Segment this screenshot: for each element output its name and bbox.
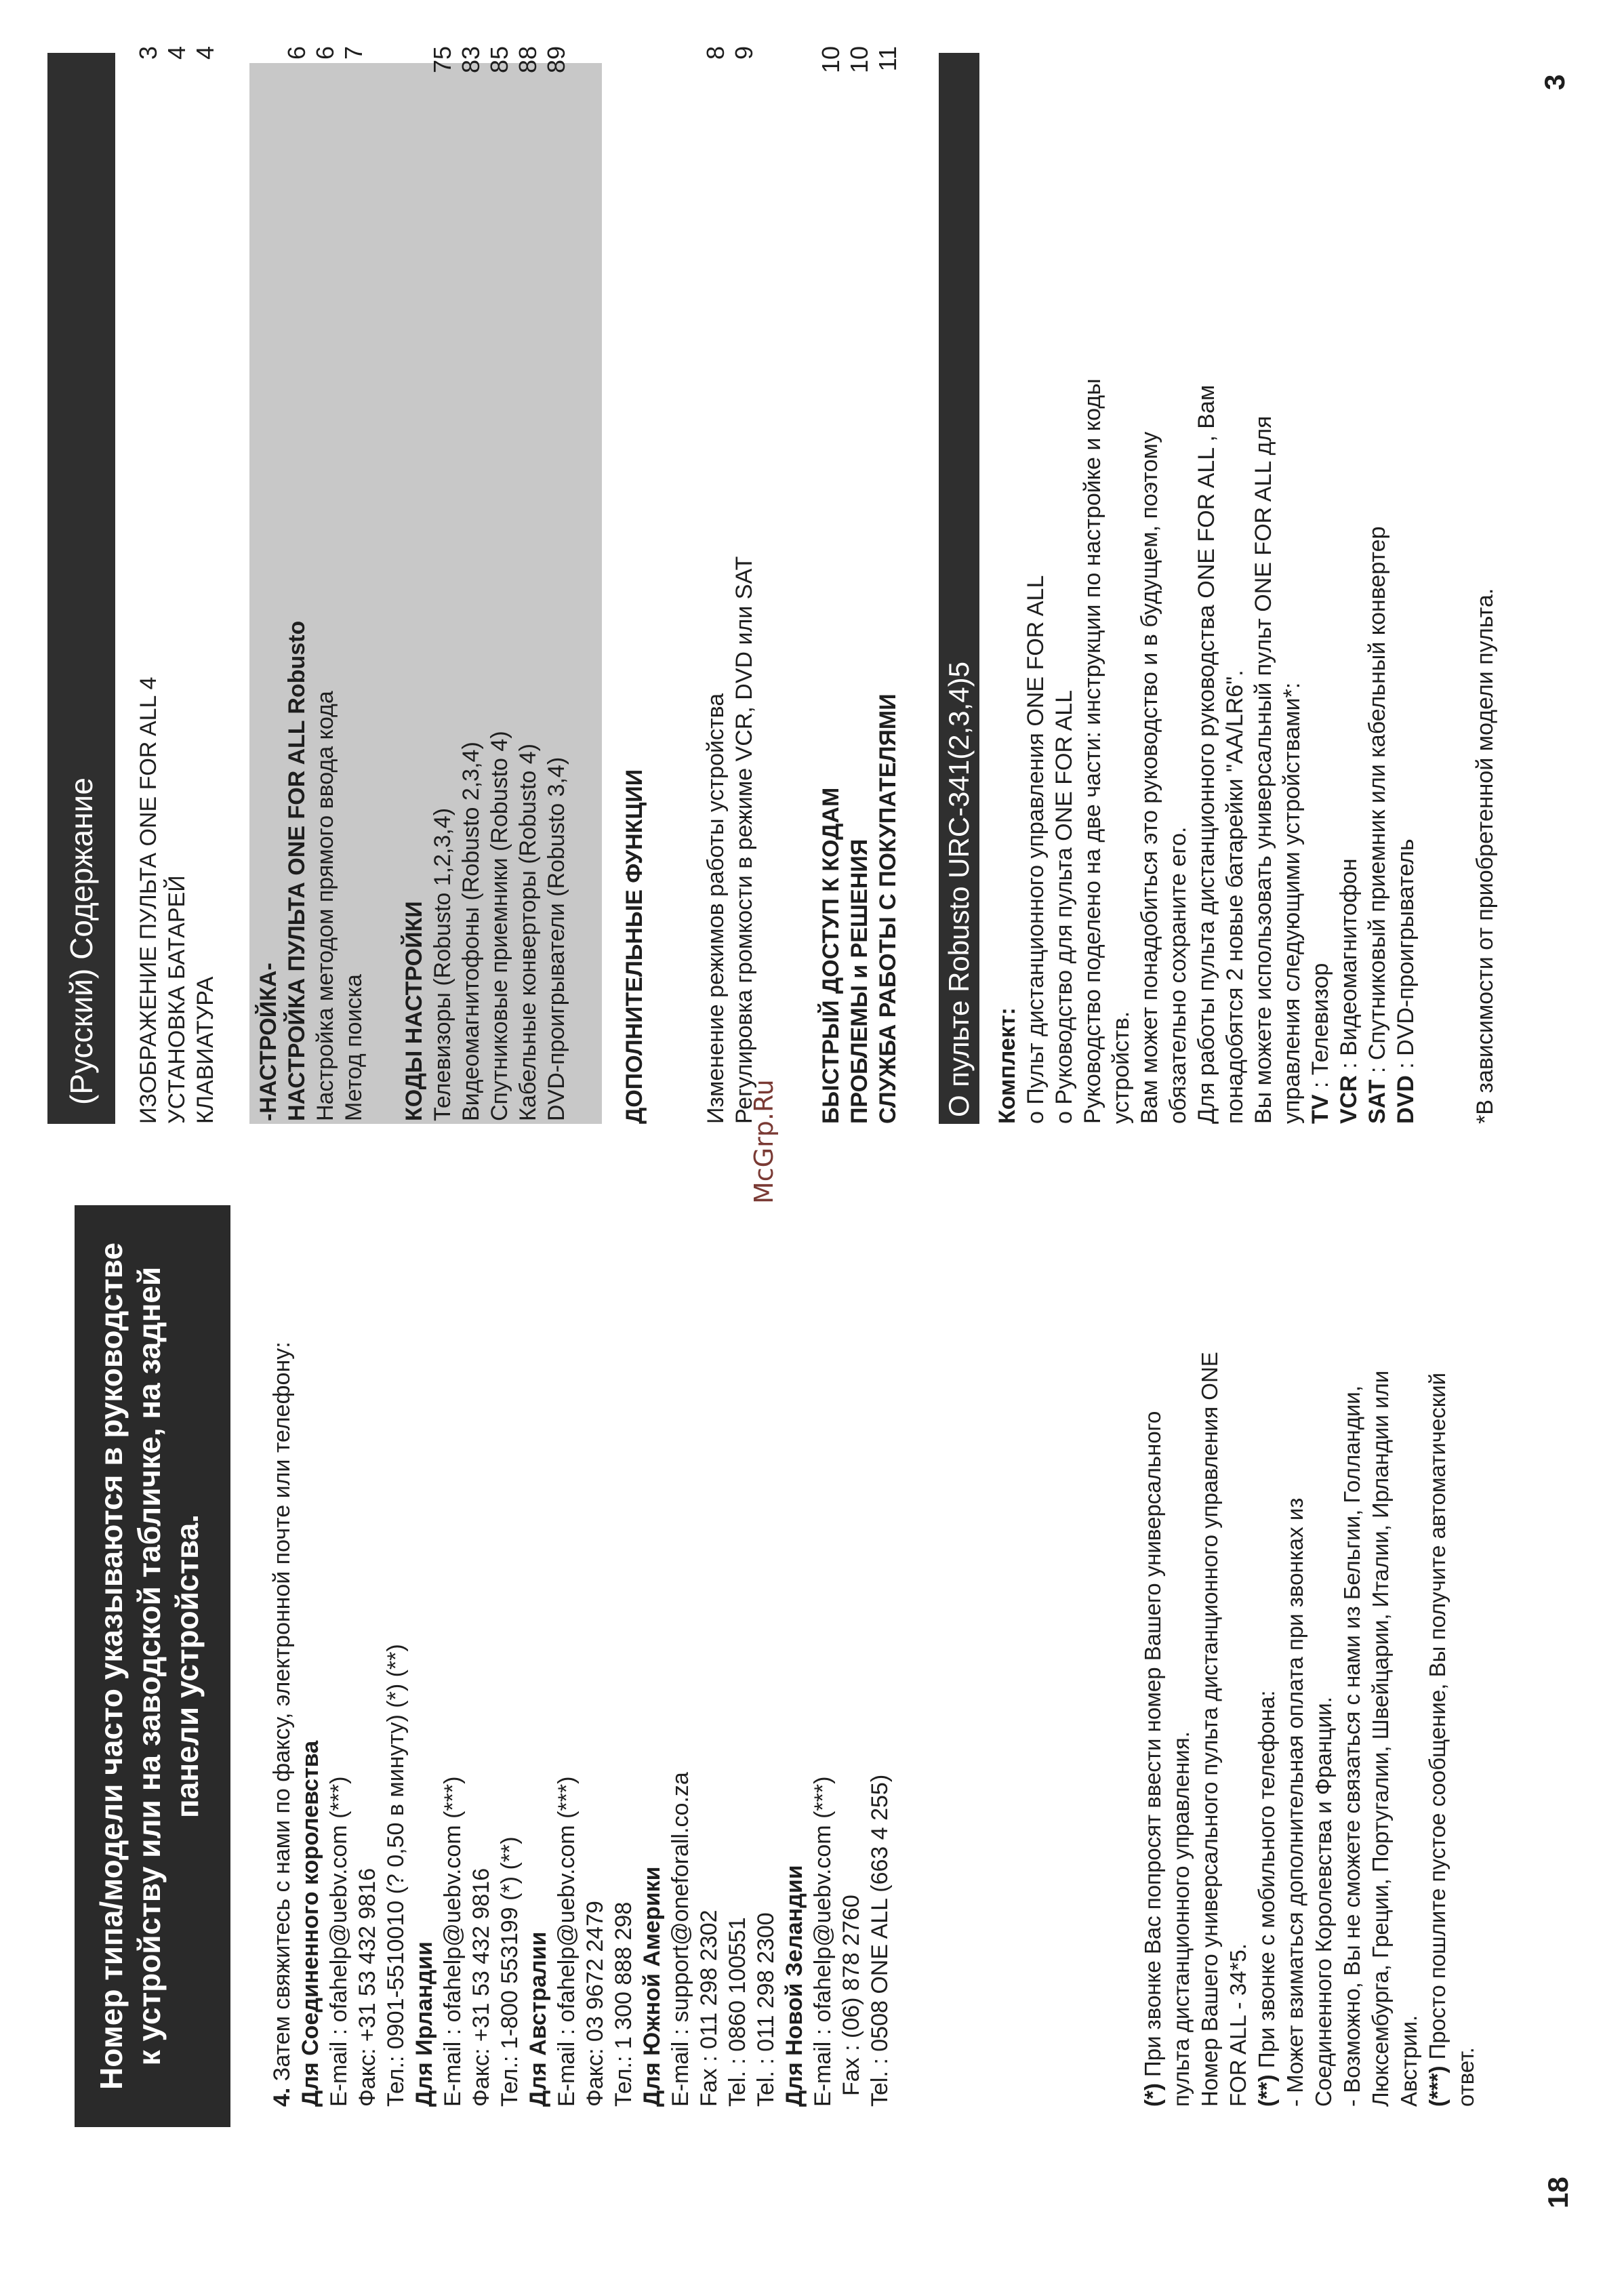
- footnote-text: При звонке Вас попросят ввести номер Вашего универсального: [1140, 1411, 1165, 2084]
- toc-page-number: 9: [730, 46, 758, 60]
- model-footnote: *В зависимости от приобретенной модели пульта.: [1472, 588, 1498, 1124]
- toc-item: Видеомагнитофоны (Robusto 2,3,4): [458, 742, 484, 1121]
- device-desc: : DVD-проигрыватель: [1393, 839, 1419, 1076]
- left-page: [0, 1165, 1624, 2283]
- kit-line: Вы можете использовать универсальный пульт ONE FOR ALL для: [1251, 416, 1276, 1124]
- toc-page-number: 83: [457, 46, 485, 74]
- contact-line: E-mail : support@oneforall.co.za: [668, 1772, 693, 2107]
- toc-item: ПРОБЛЕМЫ и РЕШЕНИЯ: [847, 839, 872, 1124]
- contact-line: Факс: +31 53 432 9816: [468, 1867, 494, 2107]
- banner-line: к устройству или на заводской табличке, на задней: [131, 1266, 167, 2066]
- footnote-mark: (***): [1425, 2065, 1450, 2107]
- footnote-line: [1139, 1352, 1167, 2107]
- toc-page-number: 11: [874, 46, 901, 72]
- contact-line: Fax : 011 298 2302: [696, 1910, 722, 2107]
- footnote-line: FOR ALL - 34*5.: [1225, 1943, 1251, 2107]
- contact-line: E-mail : ofahelp@uebv.com (***): [554, 1776, 580, 2107]
- contact-line: Tel. : 0860 100551: [725, 1917, 750, 2107]
- toc-item: Настройка методом прямого ввода кода: [312, 691, 338, 1121]
- footnote-line: Люксембурга, Греции, Португалии, Швейцарии, Италии, Ирландии или: [1368, 1370, 1393, 2107]
- toc-page-number: 3: [134, 46, 162, 60]
- footnote-text: При звонке с мобильного телефона:: [1254, 1690, 1279, 2075]
- page-number-left: 18: [1542, 2177, 1574, 2208]
- banner-line: панели устройства.: [169, 1514, 205, 1819]
- banner-line: Номер типа/модели часто указываются в руководстве: [94, 1242, 129, 2090]
- step4-line: [268, 1341, 296, 2107]
- toc-page-number: 6: [311, 46, 339, 60]
- device-desc: : Видеомагнитофон: [1336, 858, 1362, 1076]
- setup-heading: -НАСТРОЙКА-: [256, 963, 281, 1121]
- contact-line: Факс: +31 53 432 9816: [354, 1867, 380, 2107]
- contact-line: E-mail : ofahelp@uebv.com (***): [440, 1776, 466, 2107]
- toc-item: Кабельные конверторы (Robusto 4): [515, 744, 541, 1121]
- contact-line: E-mail : ofahelp@uebv.com (***): [326, 1776, 352, 2107]
- footnote-line: - Может взиматься дополнительная оплата при звонках из: [1282, 1497, 1307, 2107]
- device-code: TV: [1307, 1094, 1333, 1124]
- kit-line: управления следующими устройствами*:: [1279, 682, 1305, 1124]
- footnote-line: Австрии.: [1396, 2015, 1421, 2107]
- toc-item: Изменение режимов работы устройства: [703, 693, 729, 1124]
- toc-page-number: 10: [817, 46, 845, 74]
- device-code: VCR: [1336, 1075, 1362, 1124]
- kit-line: понадобятся 2 новые батарейки "AA/LR6".: [1222, 670, 1248, 1124]
- footnote-text: Просто пошлите пустое сообщение, Вы получите автоматический: [1425, 1372, 1450, 2066]
- toc-item: БЫСТРЫЙ ДОСТУП К КОДАМ: [818, 787, 844, 1124]
- model-number-banner: [75, 1205, 230, 2127]
- contents-title-bar: (Русский) Содержание: [47, 53, 115, 1124]
- toc-page-number: 10: [845, 46, 873, 74]
- toc-item: Регулировка громкости в режиме VCR, DVD или SAT: [731, 556, 757, 1124]
- country-heading: Для Южной Америки: [639, 1866, 665, 2107]
- toc-page-number: 6: [283, 46, 310, 60]
- watermark: McGrp.Ru: [749, 1079, 779, 1204]
- kit-line: Для работы пульта дистанционного руководства ONE FOR ALL , Вам: [1194, 384, 1219, 1124]
- toc-item: КЛАВИАТУРА: [192, 976, 218, 1124]
- step-number: 4.: [269, 2087, 295, 2107]
- contact-line: Fax : (06) 878 2760: [838, 1895, 864, 2096]
- toc-page-number: 8: [702, 46, 729, 60]
- device-line: [1392, 378, 1420, 1124]
- about-section: [993, 378, 1420, 1124]
- footnote-mark: (*): [1140, 2083, 1165, 2107]
- kit-line: Руководство поделено на две части: инструкции по настройке и коды: [1080, 378, 1105, 1124]
- toc-item: Телевизоры (Robusto 1,2,3,4): [430, 807, 455, 1121]
- footnote-line: Соединенного Королевства и Франции.: [1311, 1697, 1336, 2107]
- contact-line: Тел.: 0901-5510010 (? 0,50 в минуту) (*) (**): [383, 1644, 409, 2107]
- footnote-line: [1253, 1352, 1281, 2107]
- toc-page-number: 75: [428, 46, 456, 74]
- device-code: SAT: [1364, 1079, 1390, 1124]
- footnote-line: пульта дистанционного управления.: [1169, 1731, 1194, 2107]
- toc-page-number: 88: [514, 46, 542, 74]
- toc-page-number: 4: [163, 46, 190, 60]
- toc-page-number: 7: [340, 46, 367, 60]
- page-number-right: 3: [1539, 74, 1570, 90]
- device-desc: : Спутниковый приемник или кабельный конвертер: [1364, 526, 1390, 1080]
- device-code: DVD: [1393, 1075, 1419, 1124]
- toc-item: Спутниковые приемники (Robusto 4): [487, 731, 512, 1121]
- setup-heading: НАСТРОЙКА ПУЛЬТА ONE FOR ALL Robusto: [284, 620, 310, 1121]
- toc-page-number: 89: [542, 46, 570, 74]
- footnote-line: ответ.: [1453, 2047, 1478, 2107]
- contact-line: Факс: 03 9672 2479: [582, 1901, 608, 2107]
- contact-line: Tel. : 011 298 2300: [753, 1912, 779, 2107]
- codes-heading: КОДЫ НАСТРОЙКИ: [401, 901, 427, 1121]
- toc-page-number: 85: [485, 46, 513, 74]
- toc-page-number: 4: [191, 46, 219, 60]
- toc-item: УСТАНОВКА БАТАРЕЙ: [164, 875, 190, 1124]
- about-title-bar: О пульте Robusto URC-341(2,3,4)5: [939, 53, 979, 1124]
- device-line: [1306, 378, 1335, 1124]
- country-heading: Для Новой Зеландии: [781, 1865, 807, 2107]
- kit-heading: Комплект:: [994, 1007, 1020, 1124]
- extra-heading: ДОПОЛНИТЕЛЬНЫЕ ФУНКЦИИ: [622, 769, 647, 1124]
- contact-line: Тел.: 1 300 888 298: [611, 1901, 636, 2107]
- footnotes: [1139, 1352, 1480, 2107]
- kit-line: устройств.: [1108, 1011, 1134, 1124]
- step-text: Затем свяжитесь с нами по факсу, электронной почте или телефону:: [269, 1341, 295, 2088]
- country-heading: Для Ирландии: [411, 1941, 437, 2107]
- kit-line: о Пульт дистанционного управления ONE FOR ALL: [1023, 575, 1049, 1124]
- footnote-line: Номер Вашего универсального пульта дистанционного управления ONE: [1197, 1352, 1222, 2107]
- contact-line: E-mail : ofahelp@uebv.com (***): [810, 1776, 836, 2107]
- device-line: [1335, 378, 1363, 1124]
- kit-line: Вам может понадобиться это руководство и в будущем, поэтому: [1137, 431, 1162, 1124]
- toc-item: СЛУЖБА РАБОТЫ С ПОКУПАТЕЛЯМИ: [875, 693, 901, 1124]
- contact-section: [268, 1341, 894, 2107]
- toc-item: DVD-проигрыватели (Robusto 3,4): [544, 756, 569, 1121]
- toc-item: ИЗОБРАЖЕНИЕ ПУЛЬТА ONE FOR ALL 4: [136, 676, 161, 1124]
- country-heading: Для Австралии: [525, 1931, 551, 2107]
- device-desc: : Телевизор: [1307, 963, 1333, 1095]
- footnote-mark: (**): [1254, 2074, 1279, 2107]
- country-heading: Для Соединенного королевства: [298, 1740, 323, 2107]
- toc-item: Метод поиска: [341, 974, 367, 1121]
- footnote-line: - Возможно, Вы не сможете связаться с нами из Бельгии, Голландии,: [1339, 1385, 1364, 2107]
- contact-line: Tel. : 0508 ONE ALL (663 4 255): [867, 1774, 893, 2107]
- kit-line: обязательно сохраните его.: [1165, 826, 1191, 1124]
- footnote-line: [1423, 1352, 1452, 2107]
- kit-line: о Руководство для пульта ONE FOR ALL: [1051, 689, 1077, 1124]
- device-line: [1363, 378, 1392, 1124]
- contact-line: Тел.: 1-800 553199 (*) (**): [497, 1836, 523, 2107]
